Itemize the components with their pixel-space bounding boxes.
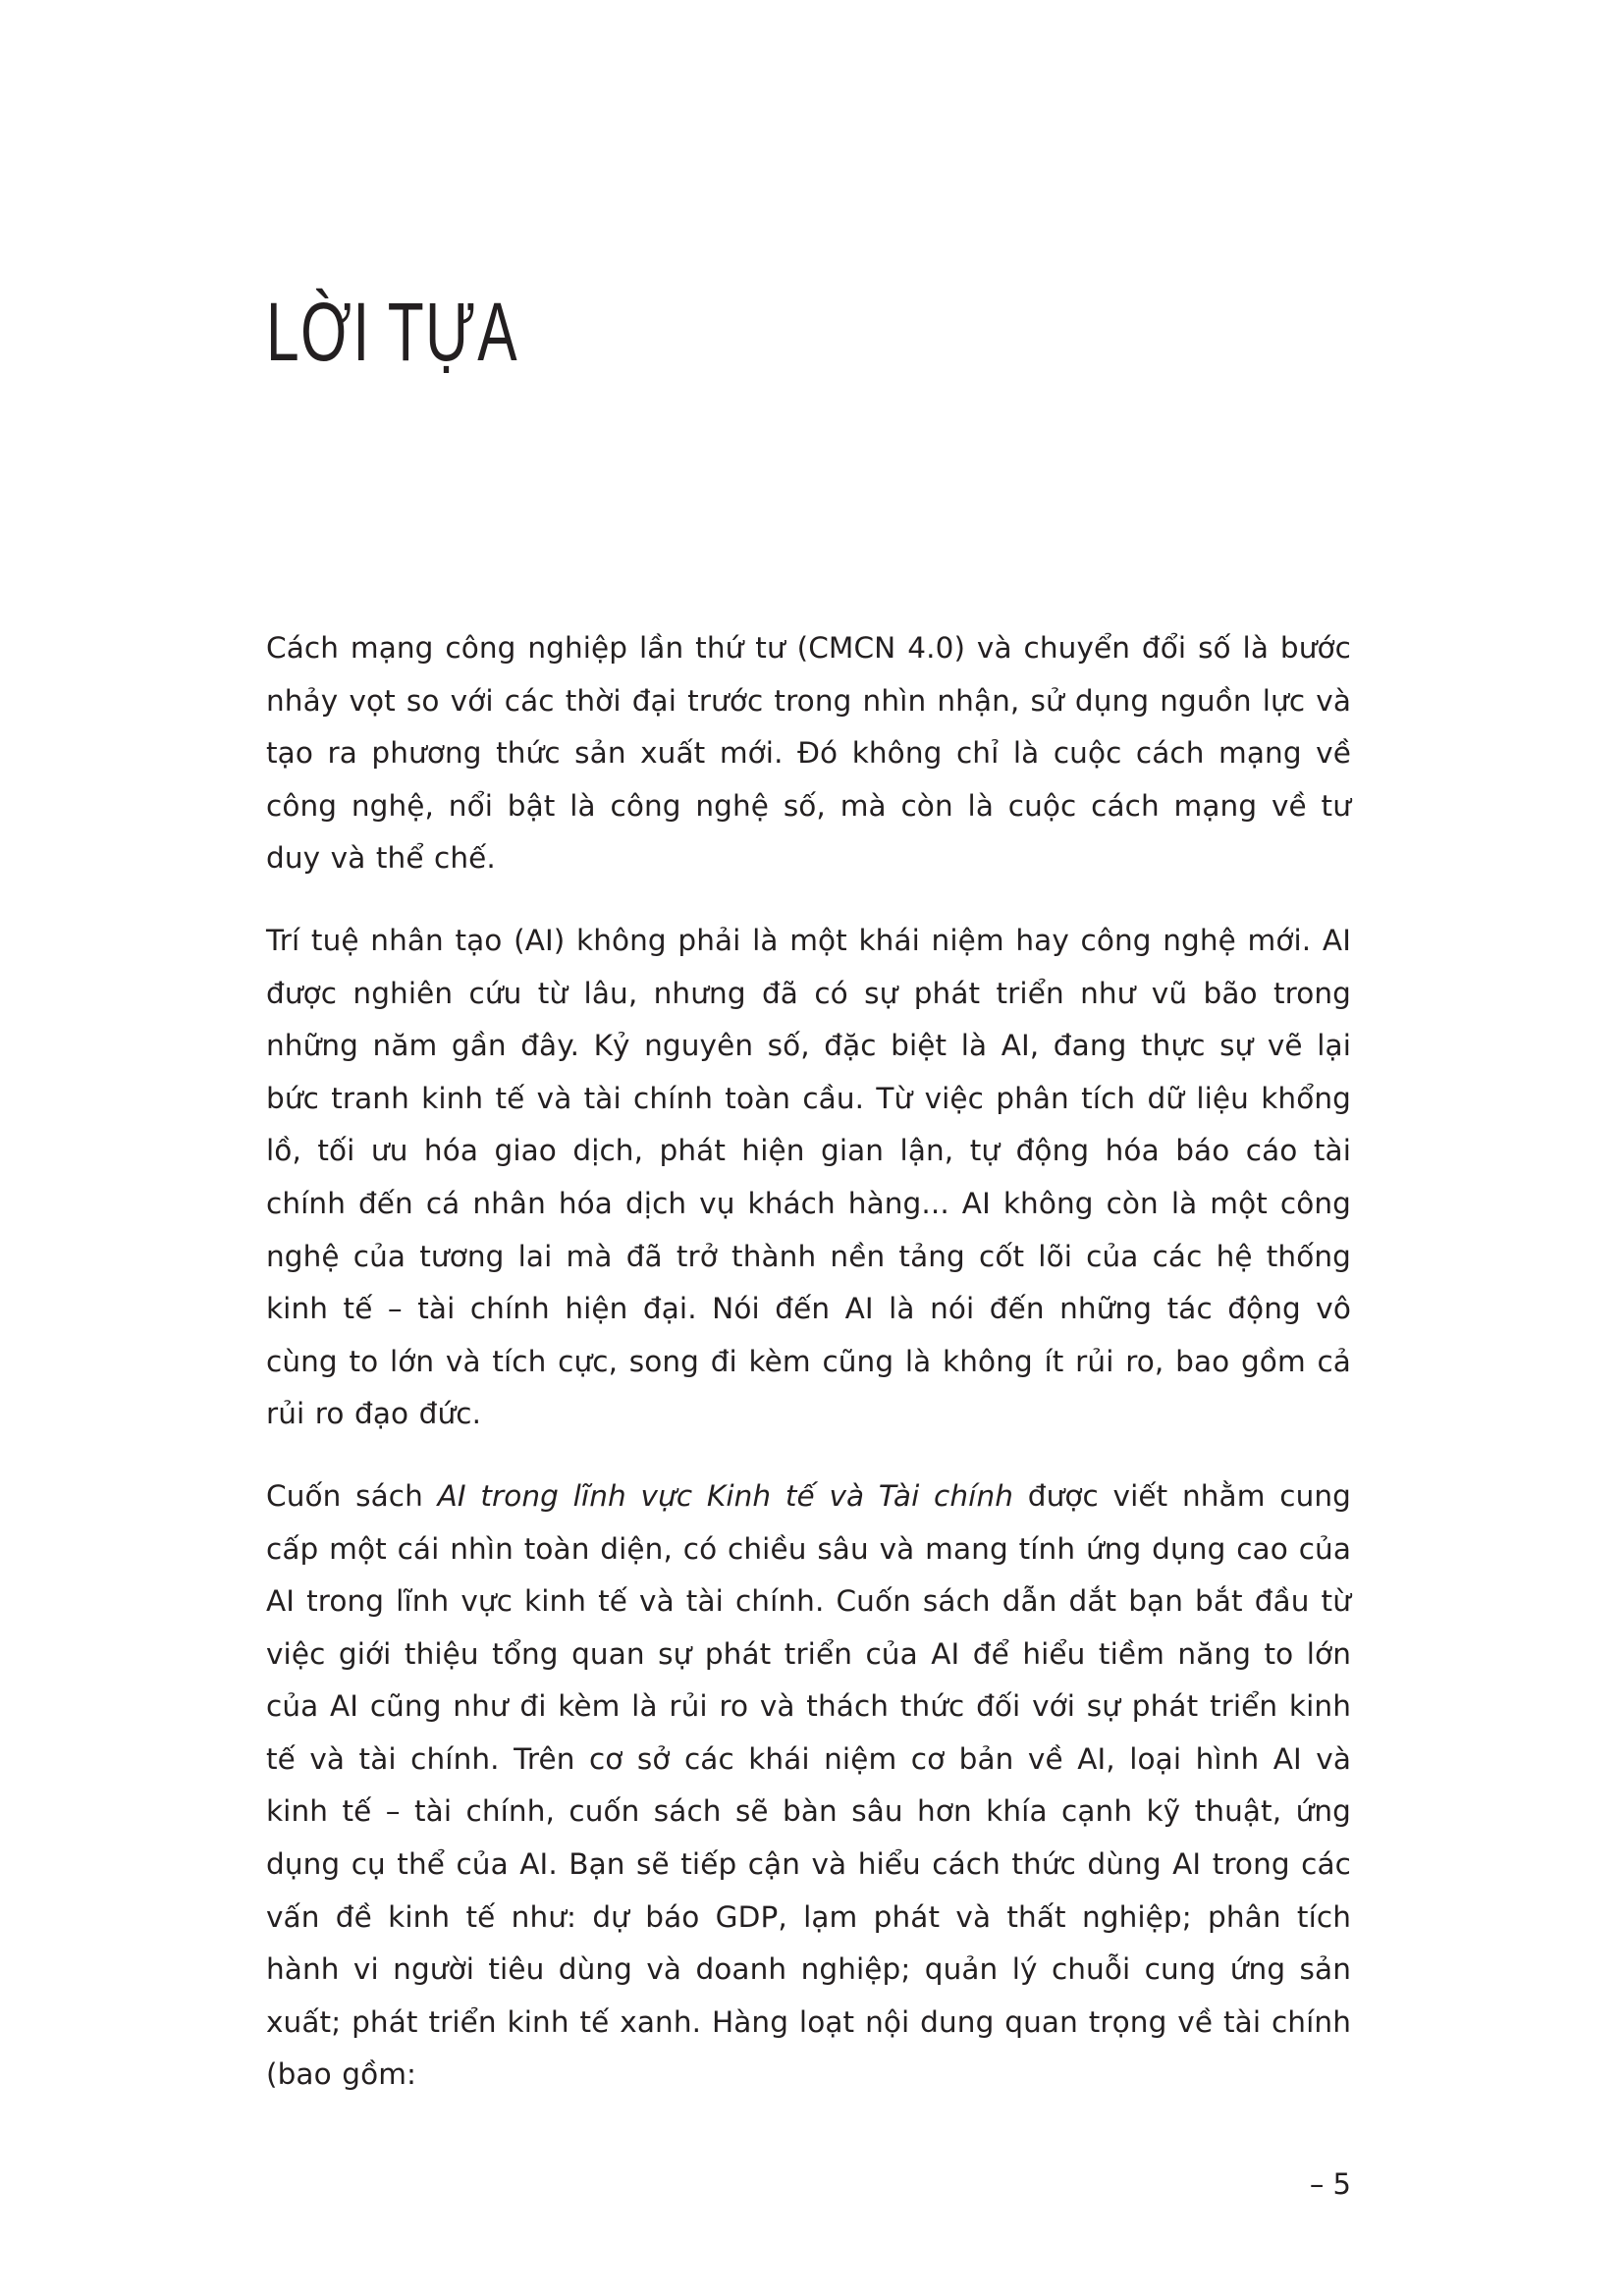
paragraph-cmcn: Cách mạng công nghiệp lần thứ tư (CMCN 4.0) và chuyển đổi số là bước nhảy vọt so với các thời đại trước trong nhìn nhận, sử dụng nguồn lực và tạo ra phương thức sản xuất mới. Đó không chỉ là cuộc cách mạng về công nghệ, nổi bật là công nghệ số, mà còn là cuộc cách mạng về tư duy và thể chế. xyxy=(266,631,1351,876)
paragraph-intro-text: Cuốn sách xyxy=(266,1478,438,1513)
paragraph-book-overview xyxy=(266,1470,1351,2102)
paragraph-rest-text: được viết nhằm cung cấp một cái nhìn toàn diện, có chiều sâu và mang tính ứng dụng cao của AI trong lĩnh vực kinh tế và tài chính. Cuốn sách dẫn dắt bạn bắt đầu từ việc giới thiệu tổng quan sự phát triển của AI để hiểu tiềm năng to lớn của AI cũng như đi kèm là rủi ro và thách thức đối với sự phát triển kinh tế và tài chính. Trên cơ sở các khái niệm cơ bản về AI, loại hình AI và kinh tế – tài chính, cuốn sách sẽ bàn sâu hơn khía cạnh kỹ thuật, ứng dụng cụ thể của AI. Bạn sẽ tiếp cận và hiểu cách thức dùng AI trong các vấn đề kinh tế như: dự báo GDP, lạm phát và thất nghiệp; phân tích hành vi người tiêu dùng và doanh nghiệp; quản lý chuỗi cung ứng sản xuất; phát triển kinh tế xanh. Hàng loạt nội dung quan trọng về tài chính (bao gồm: xyxy=(266,1478,1351,2092)
paragraph-ai-intro: Trí tuệ nhân tạo (AI) không phải là một khái niệm hay công nghệ mới. AI được nghiên cứu từ lâu, nhưng đã có sự phát triển như vũ bão trong những năm gần đây. Kỷ nguyên số, đặc biệt là AI, đang thực sự vẽ lại bức tranh kinh tế và tài chính toàn cầu. Từ việc phân tích dữ liệu khổng lồ, tối ưu hóa giao dịch, phát hiện gian lận, tự động hóa báo cáo tài chính đến cá nhân hóa dịch vụ khách hàng... AI không còn là một công nghệ của tương lai mà đã trở thành nền tảng cốt lõi của các hệ thống kinh tế – tài chính hiện đại. Nói đến AI là nói đến những tác động vô cùng to lớn và tích cực, song đi kèm cũng là không ít rủi ro, bao gồm cả rủi ro đạo đức. xyxy=(266,923,1351,1431)
book-title: AI trong lĩnh vực Kinh tế và Tài chính xyxy=(437,1478,1014,1513)
body-text xyxy=(266,622,1351,2131)
page-number: – 5 xyxy=(1309,2167,1351,2201)
page-title: LỜI TỰA xyxy=(266,286,519,378)
